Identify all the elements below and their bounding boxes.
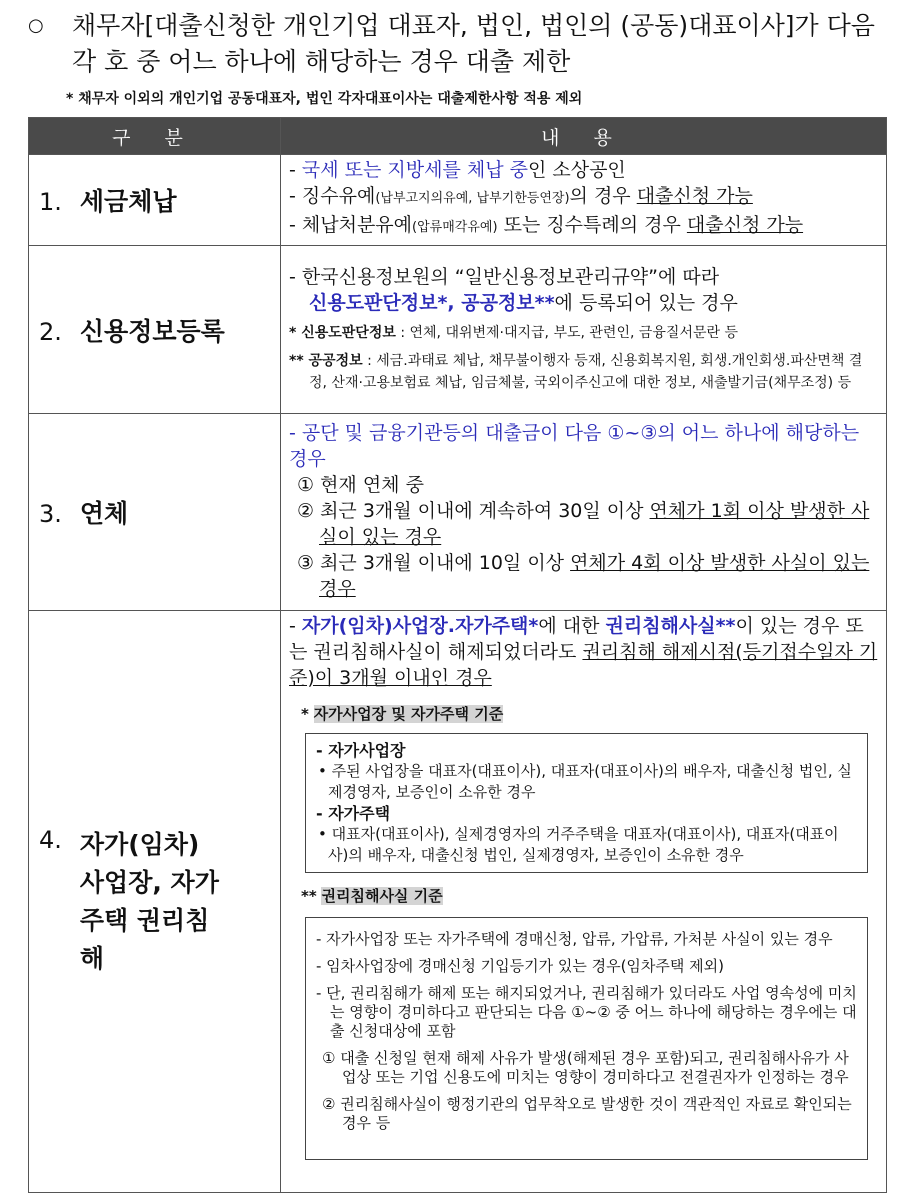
rights-infringement-criteria-box xyxy=(305,917,868,1160)
text-segment: ① 대출 신청일 현재 해제 사유가 발생(해제된 경우 포함)되고, 권리침해사유가 사업상 또는 기업 신용도에 미치는 영향이 경미하다고 전결권자가 인정하는 경우 xyxy=(322,1049,849,1086)
section-title xyxy=(28,8,898,80)
row-content xyxy=(281,611,887,1193)
text-segment: - 임차사업장에 경매신청 기입등기가 있는 경우(임차주택 제외) xyxy=(316,957,724,975)
rights-infringement-criteria-heading xyxy=(301,883,878,909)
owned-property-criteria-heading xyxy=(301,701,878,727)
text-segment: - 한국신용정보원의 “일반신용정보관리규약”에 따라 xyxy=(289,265,720,288)
text-segment: 3. xyxy=(39,500,62,528)
text-segment: (압류매각유예) xyxy=(412,220,498,235)
header-category: 구 분 xyxy=(29,118,281,155)
owned-property-criteria-box xyxy=(305,733,868,873)
text-segment: - 자가사업장 또는 자가주택에 경매신청, 압류, 가압류, 가처분 사실이 있는 경우 xyxy=(316,930,833,948)
row-category xyxy=(29,414,281,611)
text-segment: - 자가사업장 xyxy=(316,741,406,760)
text-segment: 자가(임차)사업장.자가주택* xyxy=(301,615,539,637)
text-segment: 연체 xyxy=(79,499,129,528)
text-segment: 자가(임차) 사업장, 자가주택 권리침해 xyxy=(79,829,219,973)
text-segment: * xyxy=(301,705,309,723)
row-category xyxy=(29,246,281,414)
text-segment: 대출신청 가능 xyxy=(686,214,804,236)
text-segment: • 주된 사업장을 대표자(대표이사), 대표자(대표이사)의 배우자, 대출신청 법인, 실제경영자, 보증인이 소유한 경우 xyxy=(318,762,852,801)
text-segment: - 체납처분유예 xyxy=(289,214,413,236)
table-row xyxy=(29,246,887,414)
text-segment: * 신용도판단정보 xyxy=(289,324,396,341)
text-segment: - 단, 권리침해가 해제 또는 해지되었거나, 권리침해가 있더라도 사업 영속성에 미치는 영향이 경미하다고 판단되는 다음 ①~② 중 어느 하나에 해당하는 경우에는 대출 신청대상에 포함 xyxy=(316,984,857,1040)
table-row xyxy=(29,611,887,1193)
text-segment: 국세 또는 지방세를 체납 중 xyxy=(301,159,528,181)
text-segment: 이 있는 경우 또는 권리침해사실이 해제되었더라도 xyxy=(289,615,864,663)
text-segment: 자가사업장 및 자가주택 기준 xyxy=(313,705,504,723)
text-segment: 에 대한 xyxy=(538,615,606,637)
text-segment: 신용정보등록 xyxy=(79,316,225,346)
text-segment: 신용도판단정보*, 공공정보** xyxy=(309,291,555,314)
row-content xyxy=(281,246,887,414)
text-segment: ③ 최근 3개월 이내에 10일 이상 xyxy=(297,552,571,574)
text-segment: 인 소상공인 xyxy=(527,159,626,181)
text-segment: ② 최근 3개월 이내에 계속하여 30일 이상 xyxy=(297,500,650,522)
table-row xyxy=(29,155,887,246)
text-segment: 연체가 4회 이상 발생한 사실이 있는 경우 xyxy=(319,552,870,600)
header-content: 내 용 xyxy=(281,118,887,155)
text-segment: - 자가주택 xyxy=(316,804,391,823)
table-row xyxy=(29,414,887,611)
text-segment: ① 현재 연체 중 xyxy=(297,474,424,496)
text-segment: 권리침해사실 기준 xyxy=(321,887,443,905)
row-content xyxy=(281,155,887,246)
text-segment: : 세금.과태료 체납, 채무불이행자 등재, 신용회복지원, 회생.개인회생.파산면책 결정, 산재·고용보험료 체납, 임금체불, 국외이주신고에 대한 정보, 새출발기금(채무조정) 등 xyxy=(309,352,863,391)
text-segment: 2. xyxy=(39,317,62,346)
text-segment: 연체가 1회 이상 발생한 사실이 있는 경우 xyxy=(319,500,870,548)
text-segment: 대출신청 가능 xyxy=(636,185,753,207)
text-segment: ** 공공정보 xyxy=(289,352,363,369)
text-segment: : 연체, 대위변제·대지급, 부도, 관련인, 금융질서문란 등 xyxy=(395,324,738,341)
text-segment: 에 등록되어 있는 경우 xyxy=(554,291,738,314)
exception-note: * 채무자 이외의 개인기업 공동대표자, 법인 각자대표이사는 대출제한사항 적용 제외 xyxy=(66,91,583,107)
loan-restriction-table xyxy=(28,117,887,1193)
text-segment: 또는 징수특례의 경우 xyxy=(497,214,687,236)
text-segment: • 대표자(대표이사), 실제경영자의 거주주택을 대표자(대표이사), 대표자(대표이사)의 배우자, 대출신청 법인, 실제경영자, 보증인이 소유한 경우 xyxy=(318,825,839,864)
text-segment: 4. xyxy=(39,825,62,854)
row-content xyxy=(281,414,887,611)
text-segment: 권리침해 해제시점(등기접수일자 기준)이 3개월 이내인 경우 xyxy=(289,641,878,689)
row-category xyxy=(29,155,281,246)
text-segment: - 공단 및 금융기관등의 대출금이 다음 ①~③의 어느 하나에 해당하는 경우 xyxy=(289,422,860,470)
text-segment: 세금체납 xyxy=(79,187,177,216)
text-segment: 1. xyxy=(39,188,62,216)
text-segment: - 징수유예 xyxy=(289,185,376,207)
text-segment: - xyxy=(289,159,302,181)
text-segment: ② 권리침해사실이 행정기관의 업무착오로 발생한 것이 객관적인 자료로 확인되는 경우 등 xyxy=(322,1095,852,1132)
row-category xyxy=(29,611,281,1193)
text-segment: 권리침해사실** xyxy=(605,615,736,637)
table-header-row xyxy=(29,118,887,155)
text-segment: 의 경우 xyxy=(569,185,637,207)
section-title-text: 채무자[대출신청한 개인기업 대표자, 법인, 법인의 (공동)대표이사]가 다음 각 호 중 어느 하나에 해당하는 경우 대출 제한 xyxy=(72,11,875,76)
text-segment: (납부고지의유예, 납부기한등연장) xyxy=(375,191,570,206)
text-segment: ** xyxy=(301,887,317,905)
text-segment: - xyxy=(289,615,302,637)
circle-bullet-icon: ○ xyxy=(28,15,44,36)
